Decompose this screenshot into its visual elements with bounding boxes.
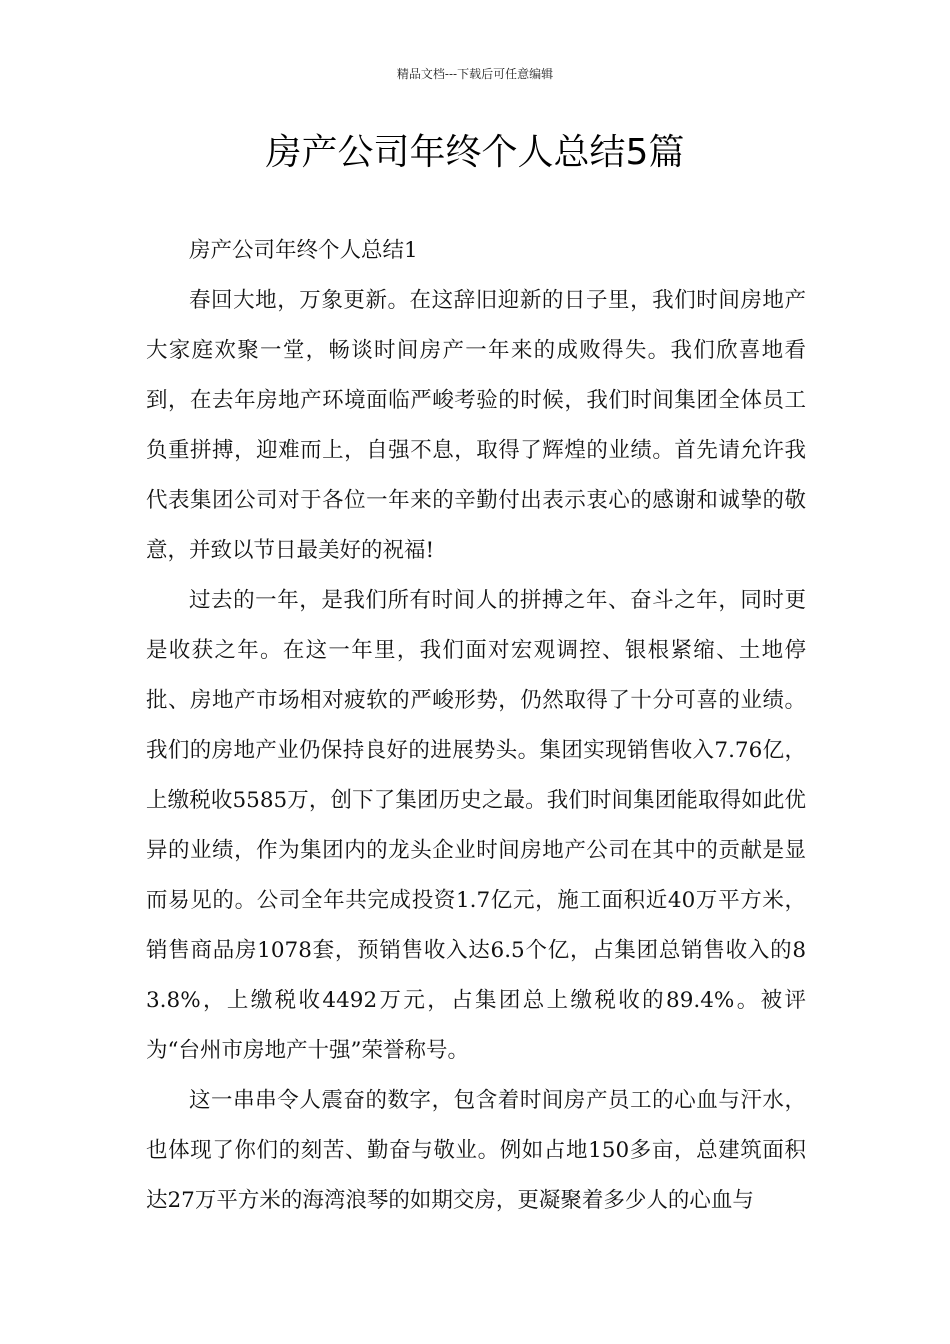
document-body [146,226,806,1226]
header-note: 精品文档---下载后可任意编辑 [396,67,554,81]
paragraph-2: 过去的一年，是我们所有时间人的拼搏之年、奋斗之年，同时更是收获之年。在这一年里，我们面对宏观调控、银根紧缩、土地停批、房地产市场相对疲软的严峻形势，仍然取得了十分可喜的业绩。我们的房地产业仍保持良好的进展势头。集团实现销售收入7.76亿，上缴税收5585万，创下了集团历史之最。我们时间集团能取得如此优异的业绩，作为集团内的龙头企业时间房地产公司在其中的贡献是显而易见的。公司全年共完成投资1.7亿元，施工面积近40万平方米，销售商品房1078套，预销售收入达6.5个亿，占集团总销售收入的83.8%，上缴税收4492万元，占集团总上缴税收的89.4%。被评为“台州市房地产十强”荣誉称号。 [146,588,806,1063]
section-heading: 房产公司年终个人总结1 [189,238,418,263]
document-title: 房产公司年终个人总结5篇 [265,132,685,173]
paragraph-3: 这一串串令人震奋的数字，包含着时间房产员工的心血与汗水，也体现了你们的刻苦、勤奋与敬业。例如占地150多亩，总建筑面积达27万平方米的海湾浪琴的如期交房，更凝聚着多少人的心血与 [146,1088,806,1213]
paragraph-1: 春回大地，万象更新。在这辞旧迎新的日子里，我们时间房地产大家庭欢聚一堂，畅谈时间房产一年来的成败得失。我们欣喜地看到，在去年房地产环境面临严峻考验的时候，我们时间集团全体员工负重拼搏，迎难而上，自强不息，取得了辉煌的业绩。首先请允许我代表集团公司对于各位一年来的辛勤付出表示衷心的感谢和诚挚的敬意，并致以节日最美好的祝福! [146,288,806,563]
